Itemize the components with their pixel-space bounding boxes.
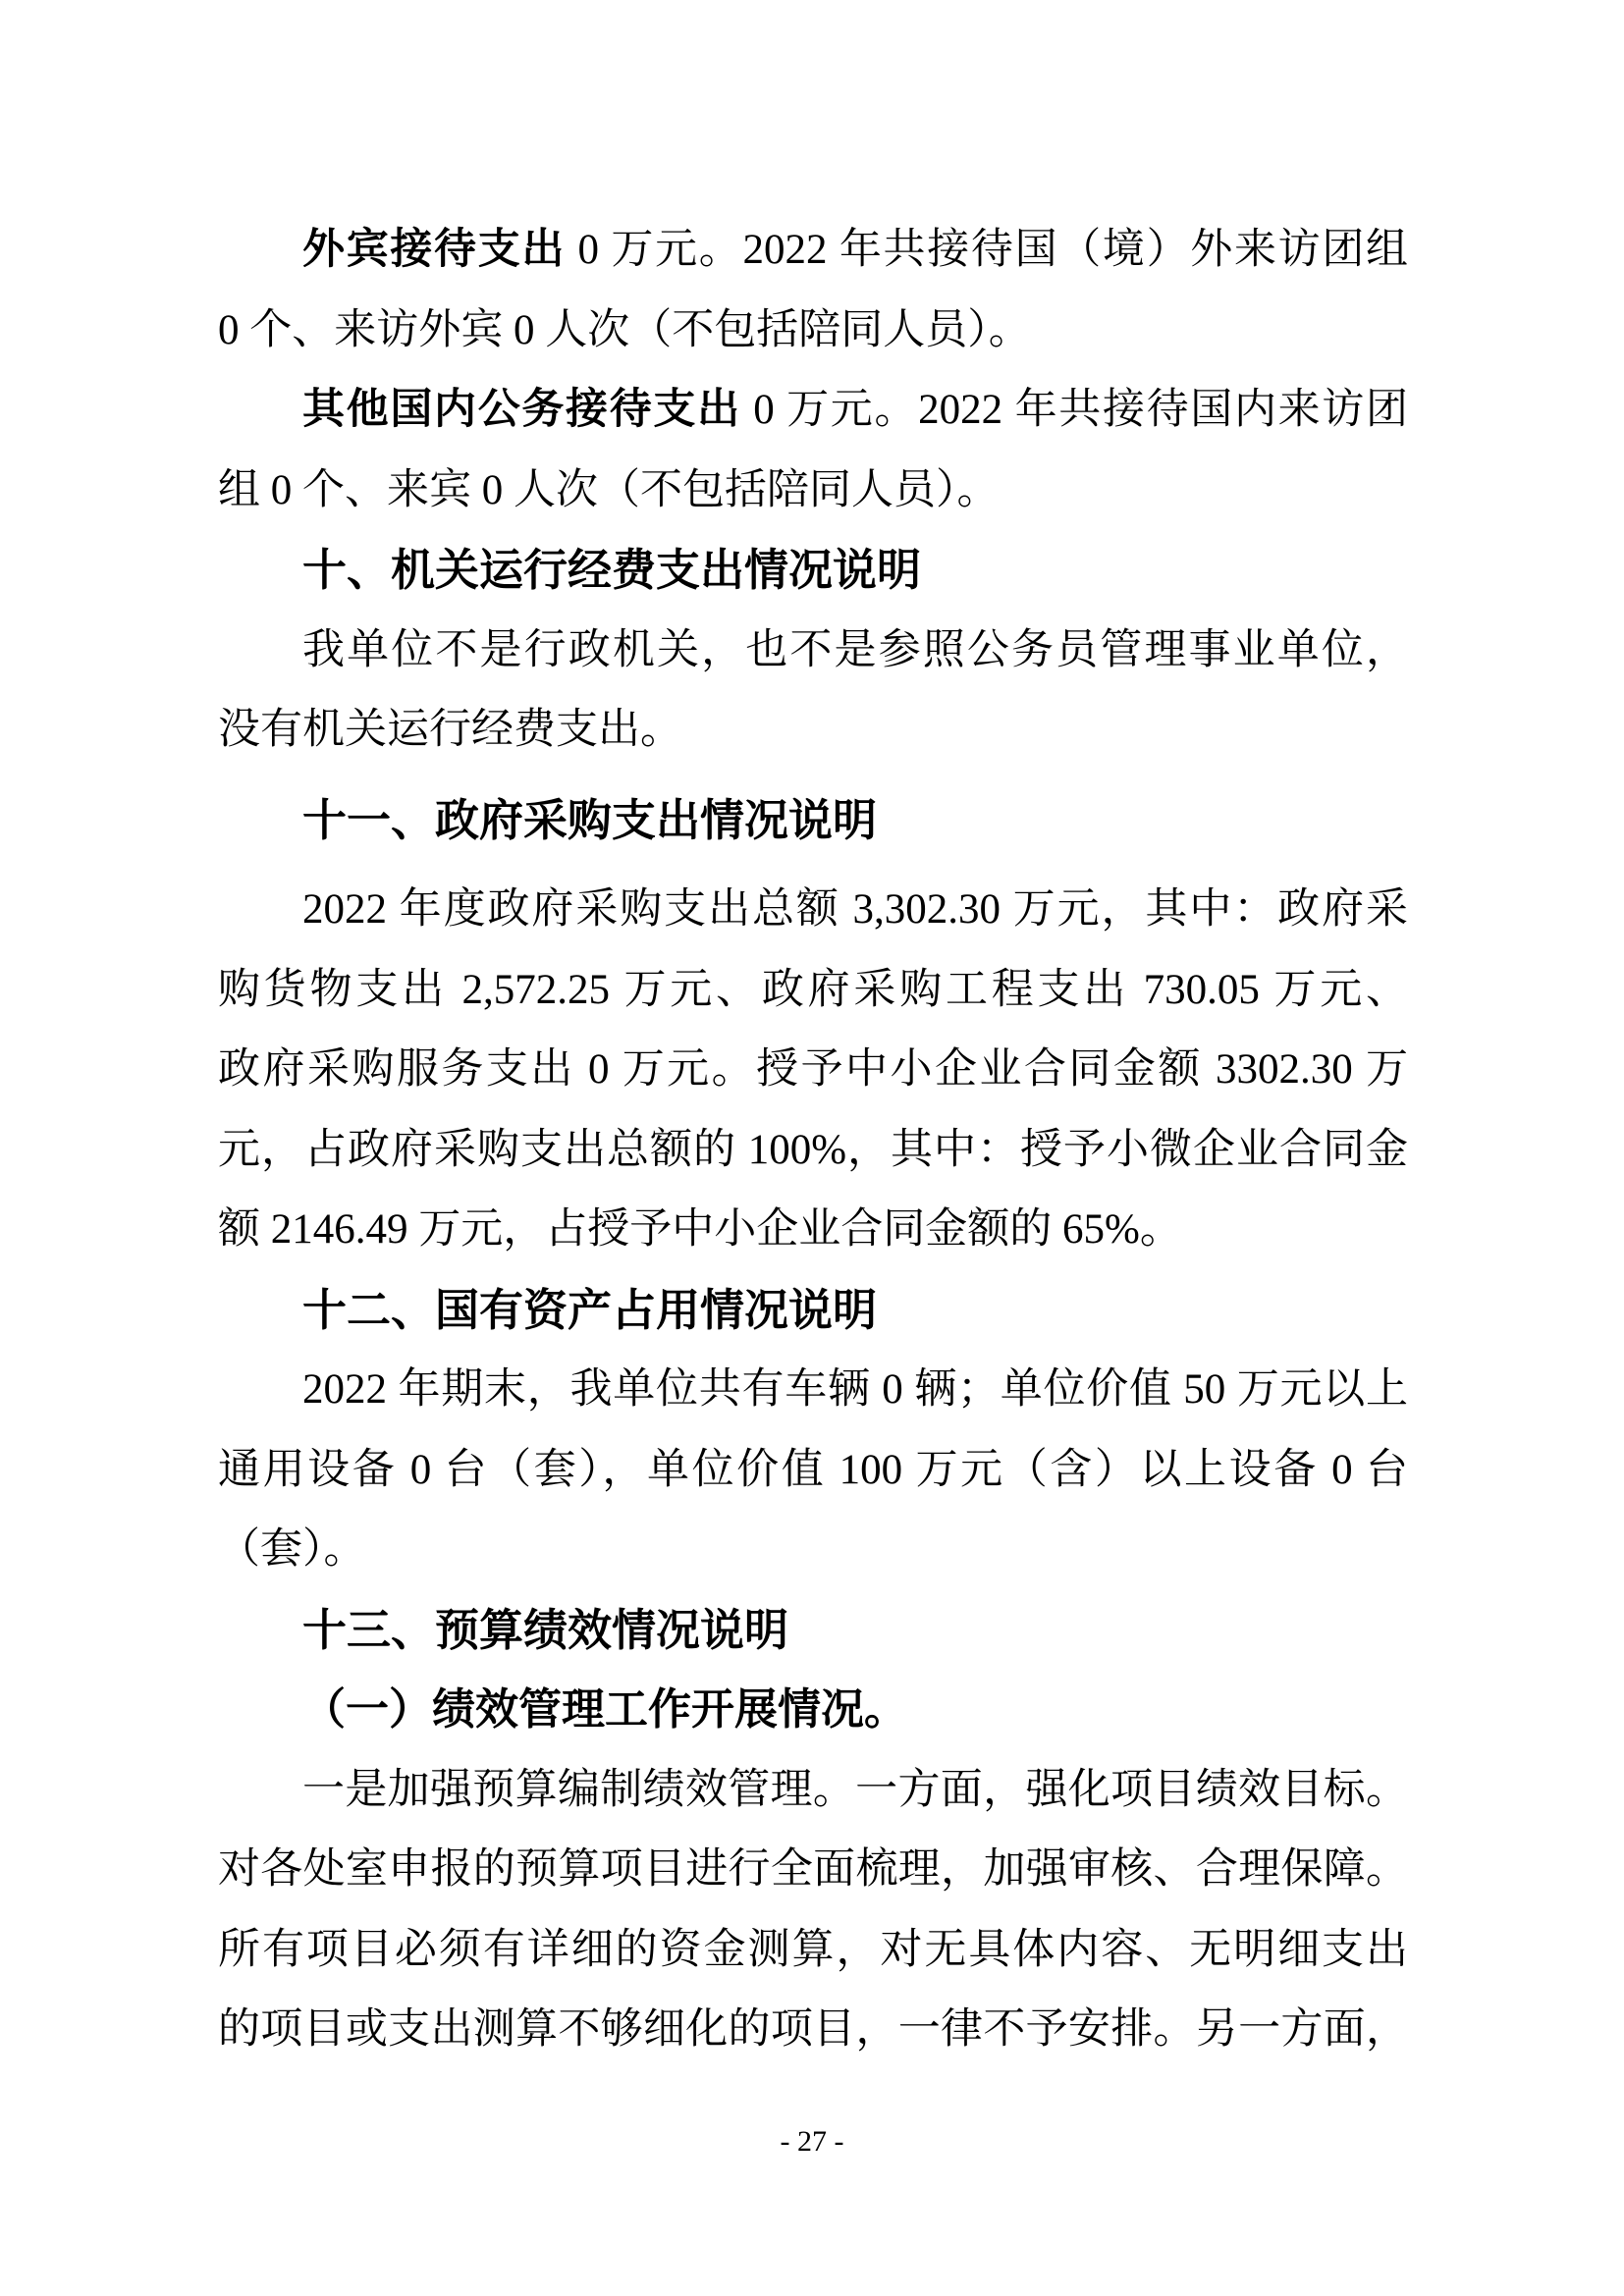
body-line: 政府采购服务支出 0 万元。授予中小企业合同金额 3302.30 万	[218, 1046, 1408, 1093]
body-line: 所有项目必须有详细的资金测算，对无具体内容、无明细支出	[218, 1926, 1408, 1973]
bold-lead-text: 其他国内公务接待支出	[302, 387, 741, 433]
body-line: 2022 年度政府采购支出总额 3,302.30 万元，其中：政府采	[302, 886, 1408, 933]
body-line: 外宾接待支出 0 万元。2022 年共接待国（境）外来访团组	[302, 227, 1408, 273]
body-line: 组 0 个、来宾 0 人次（不包括陪同人员）。	[218, 466, 1000, 513]
section-heading: 十、机关运行经费支出情况说明	[302, 545, 922, 595]
body-line: 对各处室申报的预算项目进行全面梳理，加强审核、合理保障。	[218, 1846, 1408, 1893]
body-line: 通用设备 0 台（套），单位价值 100 万元（含）以上设备 0 台	[218, 1446, 1408, 1493]
sub-section-heading: （一）绩效管理工作开展情况。	[302, 1685, 907, 1734]
body-line: 的项目或支出测算不够细化的项目，一律不予安排。另一方面，	[218, 2006, 1408, 2053]
body-line: 0 个、来访外宾 0 人次（不包括陪同人员）。	[218, 306, 1031, 353]
body-line: 我单位不是行政机关，也不是参照公务员管理事业单位，	[302, 626, 1408, 673]
section-heading: 十二、国有资产占用情况说明	[302, 1284, 878, 1335]
body-line: 元，占政府采购支出总额的 100%，其中：授予小微企业合同金	[218, 1126, 1408, 1173]
body-line: 购货物支出 2,572.25 万元、政府采购工程支出 730.05 万元、	[218, 966, 1408, 1013]
body-line: 一是加强预算编制绩效管理。一方面，强化项目绩效目标。	[302, 1766, 1408, 1813]
section-heading: 十三、预算绩效情况说明	[302, 1604, 789, 1655]
section-heading: 十一、政府采购支出情况说明	[302, 794, 878, 845]
body-line: 2022 年期末，我单位共有车辆 0 辆；单位价值 50 万元以上	[302, 1366, 1408, 1413]
body-line: 其他国内公务接待支出 0 万元。2022 年共接待国内来访团	[302, 387, 1409, 433]
body-line: （套）。	[218, 1526, 366, 1573]
bold-lead-text: 外宾接待支出	[302, 227, 567, 273]
body-line: 没有机关运行经费支出。	[218, 707, 682, 753]
text-column	[218, 210, 1408, 2070]
page-number: - 27 -	[780, 2125, 844, 2158]
body-line: 额 2146.49 万元，占授予中小企业合同金额的 65%。	[218, 1206, 1182, 1253]
